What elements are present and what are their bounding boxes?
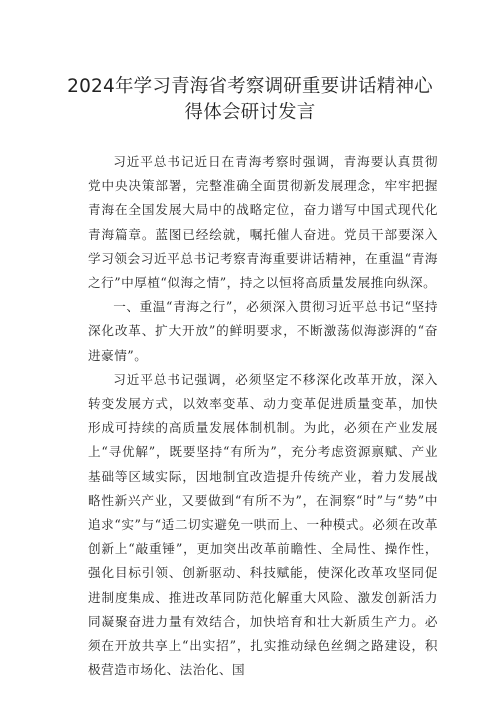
document-body	[88, 150, 438, 682]
section-heading-one: 一、重温“青海之行”，必须深入贯彻习近平总书记“坚持深化改革、扩大开放”的鲜明要求，不断激荡似海澎湃的“奋进豪情”。	[88, 299, 438, 363]
body-paragraph-intro: 习近平总书记近日在青海考察时强调，青海要认真贯彻党中央决策部署，完整准确全面贯彻新发展理念，牢牢把握青海在全国发展大局中的战略定位，奋力谱写中国式现代化青海篇章。蓝图已经绘就，嘱托催人奋进。党员干部要深入学习领会习近平总书记考察青海重要讲话精神，在重温“青海之行”中厚植“似海之情”，持之以恒将高质量发展推向纵深。	[88, 154, 438, 291]
body-paragraph-reform: 习近平总书记强调，必须坚定不移深化改革开放，深入转变发展方式，以效率变革、动力变革促进质量变革，加快形成可持续的高质量发展体制机制。为此，必须在产业发展上“寻优解”，既要坚持“有所为”，充分考虑资源禀赋、产业基础等区域实际，因地制宜改造提升传统产业，着力发展战略性新兴产业，又要做到“有所不为”，在洞察“时”与“势”中追求“实”与“适二切实避免一哄而上、一种模式。必须在改革创新上“敲重锤”，更加突出改革前瞻性、全局性、操作性，强化目标引领、创新驱动、科技赋能，使深化改革攻坚同促进制度集成、推进改革同防范化解重大风险、激发创新活力同凝聚奋进力量有效结合，加快培育和壮大新质生产力。必须在开放共享上“出实招”，扎实推动绿色丝绸之路建设，积极营造市场化、法治化、国	[88, 371, 438, 678]
document-title: 2024年学习青海省考察调研重要讲话精神心得体会研讨发言	[67, 76, 433, 123]
